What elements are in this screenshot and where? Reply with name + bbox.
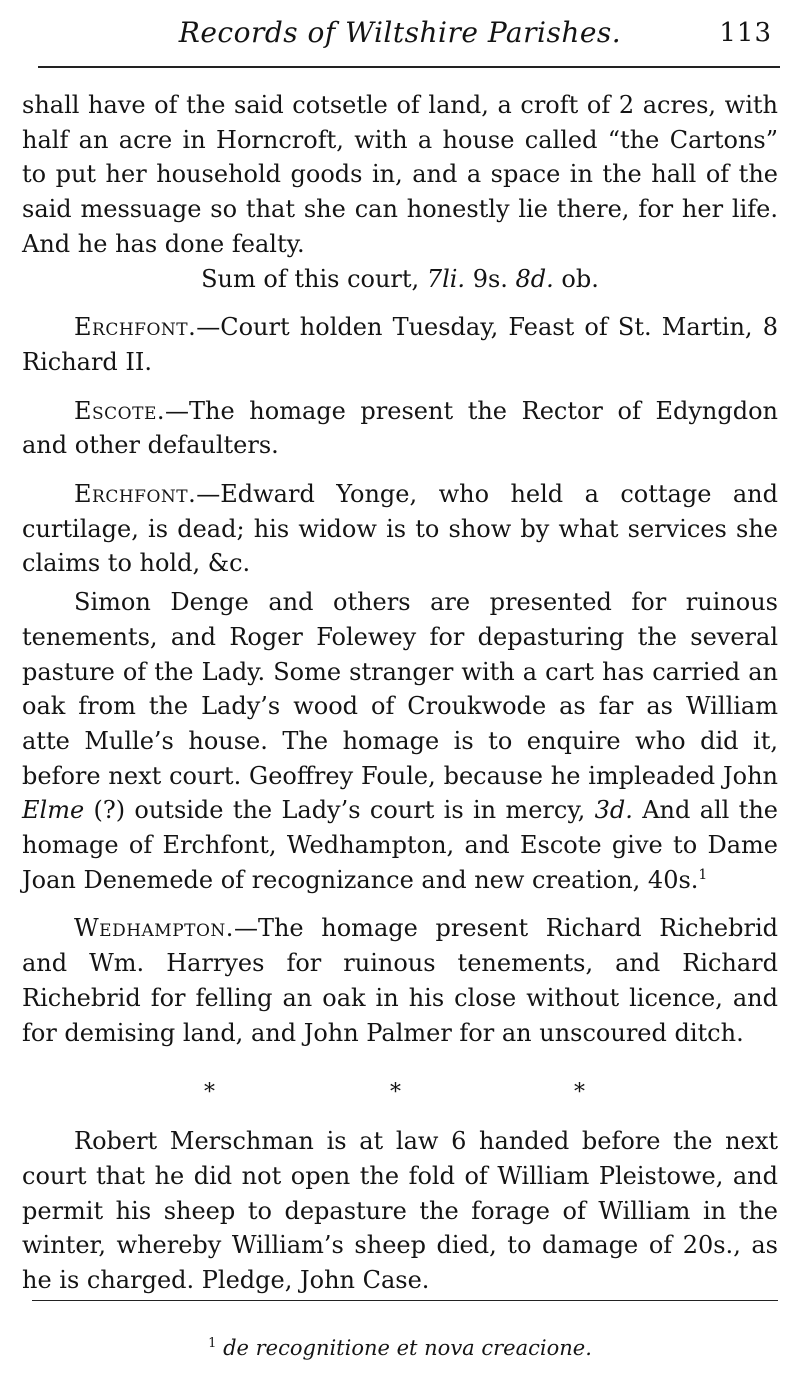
place-heading: Erchfont. <box>74 313 197 342</box>
header-rule <box>38 66 780 68</box>
place-heading: Wedhampton. <box>74 914 234 943</box>
footnote-rule <box>32 1300 778 1301</box>
sum-s: 9s. <box>465 264 508 293</box>
footnote-text: de recognitione et nova creacione. <box>223 1336 592 1360</box>
paragraph-denge <box>22 585 778 897</box>
page-number: 113 <box>719 18 772 48</box>
place-heading: Erchfont. <box>74 480 197 509</box>
section-break-asterisks <box>22 1062 778 1116</box>
paragraph-text: —The homage present Richard Richebrid and Wm. Harryes for ruinous tenements, and Richard Richebrid for felling an oak in his close without licence, and for demising land, and John Palmer for an unscoured ditch. <box>22 914 778 1047</box>
paragraph-text-c: And all the homage of Erchfont, Wedhampton, and Escote give to Dame Joan Denemede of recognizance and new creation, 40s. <box>22 796 778 894</box>
paragraph-merschman: Robert Merschman is at law 6 handed before the next court that he did not open the fold of William Pleistowe, and permit his sheep to depasture the forage of William in the winter, whereby William’s sheep died, to damage of 20s., as he is charged. Pledge, John Case. <box>22 1127 778 1295</box>
sum-d: 8d. <box>507 264 554 293</box>
body-text <box>22 88 778 1298</box>
sum-suffix: ob. <box>553 264 599 293</box>
footnote-reference: 1 <box>698 866 708 883</box>
paragraph-text: —Edward Yonge, who held a cottage and curtilage, is dead; his widow is to show by what services she claims to hold, &c. <box>22 480 778 578</box>
running-title: Records of Wiltshire Parishes. <box>178 16 622 49</box>
place-heading: Escote. <box>74 396 165 425</box>
asterisk: * <box>574 1080 585 1106</box>
italic-3d: 3d. <box>594 796 633 825</box>
paragraph-wedhampton <box>22 911 778 1050</box>
paragraph-continuation: shall have of the said cotsetle of land, a croft of 2 acres, with half an acre in Horncroft, with a house called “the Cartons” to put her household goods in, and a space in the hall of the said messuage so that she can honestly lie there, for her life. And he has done fealty. <box>22 91 778 258</box>
court-sum-line <box>22 262 778 297</box>
paragraph-escote <box>22 394 778 463</box>
sum-li: 7li. <box>426 264 466 293</box>
footnote-marker: 1 <box>208 1336 217 1351</box>
sum-prefix: Sum of this court, <box>201 264 427 293</box>
paragraph-text: —Court holden Tuesday, Feast of St. Martin, 8 Richard II. <box>22 313 778 376</box>
running-head <box>22 16 778 56</box>
paragraph-text-b: (?) outside the Lady’s court is in mercy, <box>84 796 595 825</box>
paragraph-erchfont-yonge <box>22 477 778 581</box>
paragraph-text: —The homage present the Rector of Edyngdon and other defaulters. <box>22 396 778 460</box>
paragraph-erchfont-court <box>22 310 778 379</box>
italic-elme: Elme <box>22 796 85 825</box>
asterisk: * <box>390 1080 401 1106</box>
paragraph-text-a: Simon Denge and others are presented for ruinous tenements, and Roger Folewey for depasturing the several pasture of the Lady. Some stranger with a cart has carried an oak from the Lady’s wood of Croukwode as far as William atte Mulle’s house. The homage is to enquire who did it, before next court. Geoffrey Foule, because he impleaded John <box>22 588 778 790</box>
footnote <box>0 1336 800 1360</box>
asterisk: * <box>204 1080 215 1106</box>
